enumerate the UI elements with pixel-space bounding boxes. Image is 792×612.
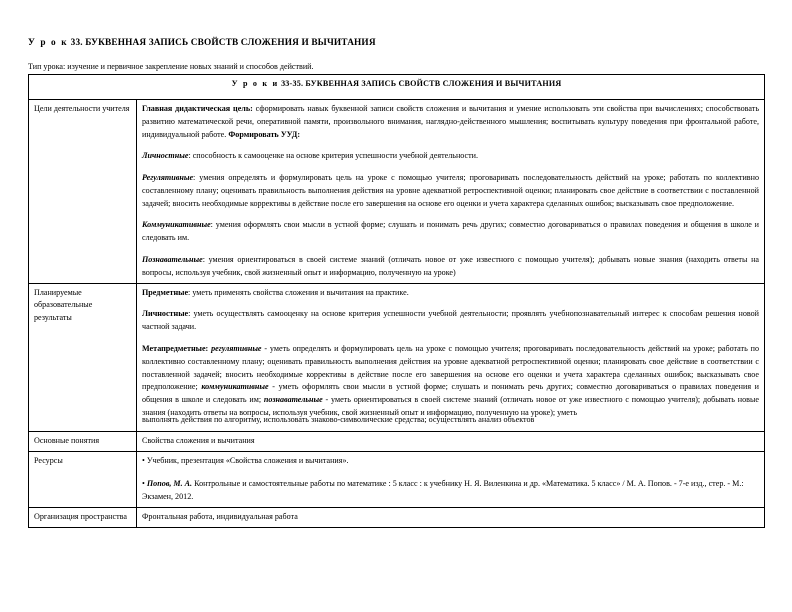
meta-results-paragraph [142,343,759,420]
row-label-goals: Цели деятельности учителя [29,100,137,284]
resource-item-popov [142,478,759,504]
table-header-cell [29,75,765,100]
subject-results-text: : уметь применять свойства сложения и вычитания на практике. [188,287,409,297]
communicative-uud-paragraph [142,219,759,245]
main-goal-lead: Главная дидактическая цель: [142,104,253,113]
page-title [28,38,376,48]
personal-results-paragraph [142,308,759,334]
table-header-row [29,75,765,100]
resource-bullet: • [142,479,147,489]
meta-cognitive-text: - уметь ориентироваться в своей системе знаний (отличать новое от уже известного с помощью учителя); добывать новые знания (находить ответы на вопросы, используя учебник, свой жизненный опыт и информацию, полученную на уроке); уметь [142,395,760,417]
row-label-results: Планируемые образовательные результаты [29,283,137,431]
personal-uud-paragraph [142,150,759,163]
main-goal-paragraph [142,103,759,141]
cognitive-uud-paragraph [142,254,759,280]
meta-regulative-lead: регулятивные [208,343,265,353]
page-title-rest: 33. БУКВЕННАЯ ЗАПИСЬ СВОЙСТВ СЛОЖЕНИЯ И ВЫЧИТАНИЯ [70,38,376,48]
row-content-results [137,283,765,431]
subject-results-lead: Предметные [142,287,189,297]
row-content-concepts: Свойства сложения и вычитания [137,431,765,451]
row-content-goals [137,100,765,284]
meta-communicative-lead: коммуникативные [201,382,273,392]
meta-regulative-text: - уметь определять и формулировать цель на уроке с помощью учителя; проговаривать последовательность действий на уроке; работать по коллективно составленному плану; оценивать правильность выполнения действия на уровне адекватной ретроспективной оценки; планировать свое действие в соответствии с поставленной задачей; вносить необходимые коррективы в действие после его завершения на основе его оценки и учета характера сделанных ошибок; высказывать свое предположение; [142,343,760,392]
row-label-resources: Ресурсы [29,451,137,507]
personal-uud-lead: Личностные [142,151,189,161]
table-row [29,451,765,507]
meta-cognitive-lead: познавательные [263,395,326,405]
cognitive-uud-lead: Познавательные [142,255,203,265]
resource-author: Попов, М. А. [146,479,193,489]
main-goal-text: сформировать навык буквенной записи свойств сложения и вычитания и умение использовать эти свойства при вычислениях; способствовать развитию математической речи, оперативной памяти, произвольного внимания, наглядно-действенного мышления; воспитывать культуру поведения при фронтальной работе, индивидуальной работе. [142,104,760,139]
meta-communicative-text: - уметь оформлять свои мысли в устной форме; слушать и понимать речь других; совместно договариваться о правилах поведения и общения в школе и следовать им; [142,382,760,405]
personal-results-lead: Личностные [142,309,189,319]
personal-results-text: : уметь осуществлять самооценку на основе критерия успешности учебной деятельности; проявлять учебнопознавательный интерес к способам решения новой частной задачи. [142,309,760,332]
meta-clipped-line: выполнять действия по алгоритму, использовать знаково-символические средства; осуществлять анализ объектов [142,414,535,424]
resource-citation: Контрольные и самостоятельные работы по математике : 5 класс : к учебнику Н. Я. Виленкина и др. «Математика. 5 класс» / М. А. Попов. - 7-е изд., стер. - М.: Экзамен, 2012. [142,479,744,502]
meta-clipped-line-wrapper [142,414,759,428]
meta-results-lead: Метапредметные: [142,343,209,353]
regulative-uud-paragraph [142,172,759,210]
table-row [29,283,765,431]
cognitive-uud-text: : умения ориентироваться в своей системе знаний (отличать новое от уже известного с помощью учителя); добывать новые знания (находить ответы на вопросы, используя учебник, свой жизненный опыт и информацию, полученную на уроке) [142,255,760,277]
page-title-prefix: У р о к [28,38,69,48]
table-header-rest: 33-35. БУКВЕННАЯ ЗАПИСЬ СВОЙСТВ СЛОЖЕНИЯ И ВЫЧИТАНИЯ [281,79,562,88]
regulative-uud-lead: Регулятивные [142,173,194,183]
table-row [29,431,765,451]
row-label-organization: Организация пространства [29,507,137,527]
subject-results-paragraph [142,287,759,300]
table-header-prefix: У р о к и [231,79,279,88]
regulative-uud-text: : умения определять и формулировать цель на уроке с помощью учителя; проговаривать последовательность действий на уроке; работать по коллективно составленному плану; оценивать правильность выполнения действия на уровне адекватной ретроспективной оценки; планировать свое действие в соответствии с поставленной задачей; вносить необходимые коррективы в действие после его завершения на основе его оценки и учета характера сделанных ошибок; высказывать свое предположение. [142,173,760,208]
row-content-organization: Фронтальная работа, индивидуальная работа [137,507,765,527]
communicative-uud-lead: Коммуникативные [142,220,211,230]
lesson-type-line: Тип урока: изучение и первичное закрепление новых знаний и способов действий. [28,62,314,71]
row-label-concepts: Основные понятия [29,431,137,451]
table-row [29,507,765,527]
resource-item-textbook: • Учебник, презентация «Свойства сложения и вычитания». [142,455,349,465]
row-content-resources [137,451,765,507]
communicative-uud-text: : умения оформлять свои мысли в устной форме; слушать и понимать речь других; совместно договариваться о правилах поведения и общения в школе и следовать им. [142,220,760,243]
lesson-plan-table [28,74,765,528]
main-goal-tail: Формировать УУД: [226,129,301,139]
personal-uud-text: : способность к самооценке на основе критерия успешности учебной деятельности. [188,151,479,161]
table-row [29,100,765,284]
